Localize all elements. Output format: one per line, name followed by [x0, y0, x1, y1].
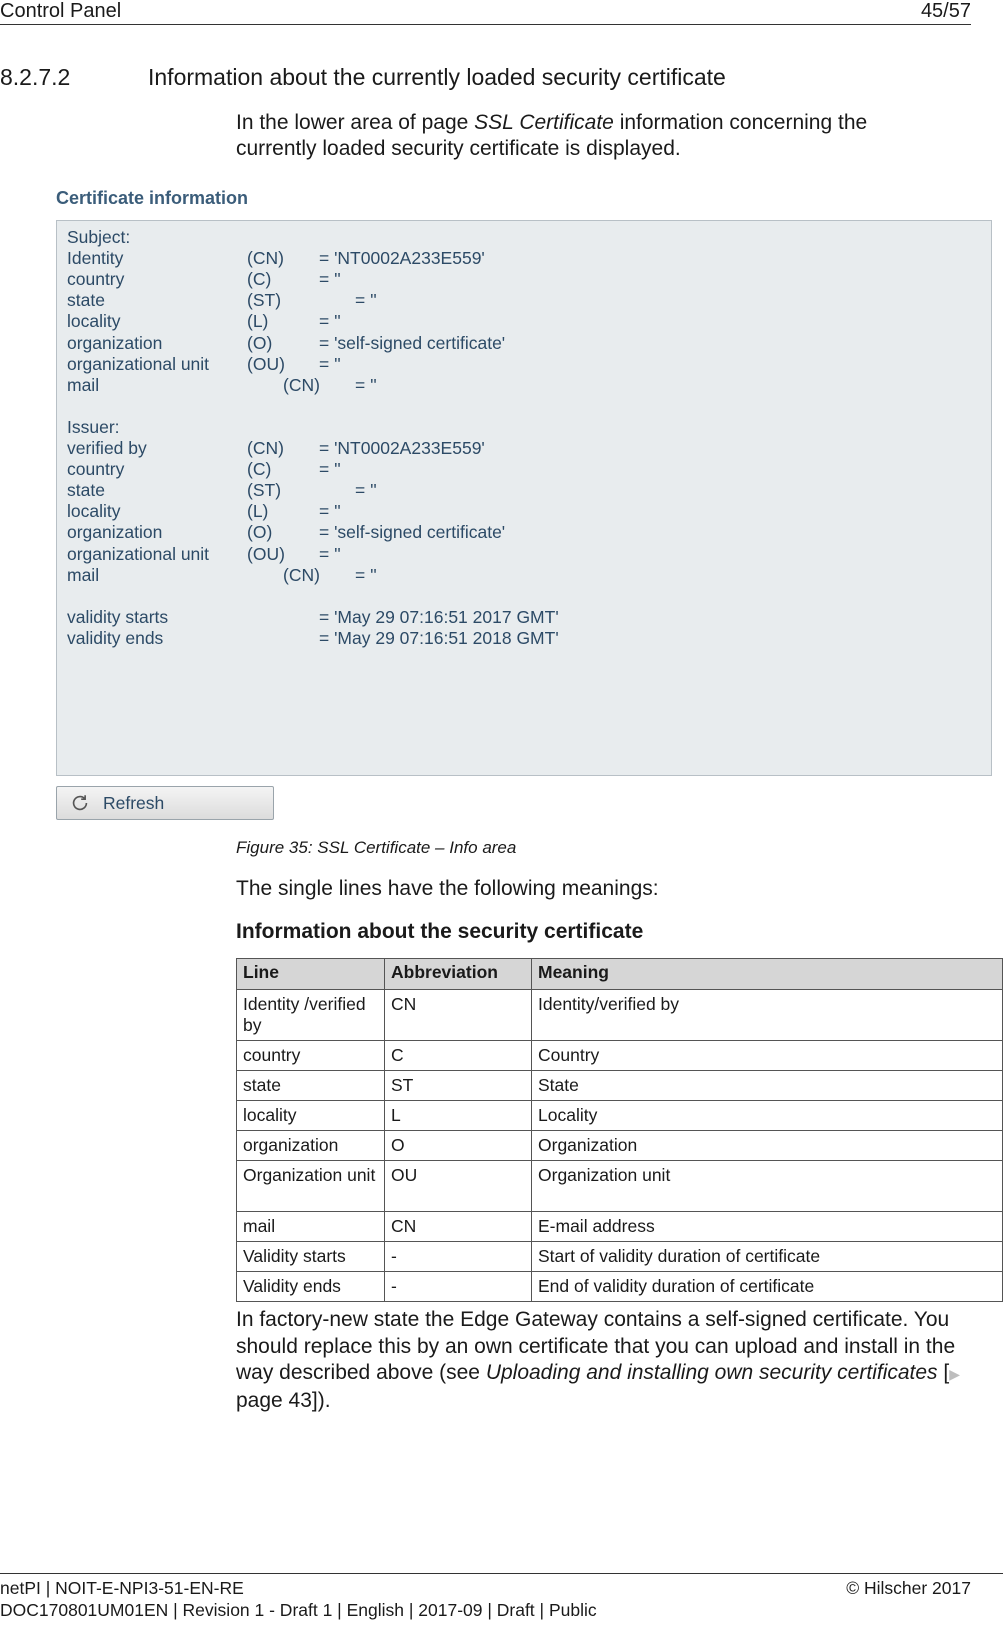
subject-field-abbr: (OU) [247, 353, 285, 374]
certificate-info-heading: Certificate information [56, 188, 249, 208]
issuer-field-name: verified by [67, 438, 147, 458]
table-row [237, 990, 1003, 1041]
issuer-field-abbr: (C) [247, 459, 272, 480]
cell-abbreviation: - [385, 1272, 532, 1302]
cell-abbreviation: L [385, 1101, 532, 1131]
subject-field-abbr: (ST) [247, 290, 282, 311]
subject-field-value: = '' [319, 269, 341, 290]
cell-meaning: Country [532, 1041, 1003, 1071]
issuer-field-abbr: (ST) [247, 480, 282, 501]
cell-line: Validity starts [237, 1242, 385, 1272]
cell-line: state [237, 1071, 385, 1101]
subject-field-abbr: (O) [247, 332, 273, 353]
subject-field-value: = '' [355, 290, 377, 311]
cell-line: Identity /verified by [237, 990, 385, 1041]
refresh-button-label: Refresh [103, 792, 165, 813]
table-row [237, 1272, 1003, 1302]
issuer-field-abbr: (CN) [247, 438, 284, 458]
certificate-info-table [236, 958, 1003, 1302]
table-row [237, 1161, 1003, 1212]
footer-divider [0, 1573, 1003, 1574]
subject-field-name: locality [67, 311, 121, 332]
table-row [237, 1071, 1003, 1101]
certificate-info-textarea[interactable] [56, 220, 992, 776]
subject-field-name: mail [67, 374, 100, 395]
table-row [237, 1131, 1003, 1161]
column-header-meaning: Meaning [532, 959, 1003, 990]
cross-reference-arrow-icon: ▶ [949, 1366, 961, 1382]
header-page-number: 45/57 [920, 0, 971, 22]
subject-field-name: Identity [67, 248, 124, 269]
table-row [237, 1242, 1003, 1272]
issuer-field-value: = '' [319, 501, 341, 522]
subject-field-value: = '' [355, 374, 377, 395]
cell-abbreviation: ST [385, 1071, 532, 1101]
cell-line: country [237, 1041, 385, 1071]
subject-field-value: = '' [319, 311, 341, 332]
footer-copyright: © Hilscher 2017 [846, 1578, 971, 1598]
issuer-field-abbr: (OU) [247, 543, 285, 564]
cell-meaning: Start of validity duration of certificate [532, 1242, 1003, 1272]
subject-label: Subject: [67, 227, 131, 247]
cell-line: Validity ends [237, 1272, 385, 1302]
cell-abbreviation: O [385, 1131, 532, 1161]
footer-document-id: netPI | NOIT-E-NPI3-51-EN-RE [0, 1578, 244, 1598]
column-header-abbreviation: Abbreviation [385, 959, 532, 990]
issuer-field-name: organization [67, 522, 163, 543]
validity-field-name: validity starts [67, 606, 169, 627]
cell-abbreviation: CN [385, 1212, 532, 1242]
figure-caption: Figure 35: SSL Certificate – Info area [236, 838, 517, 857]
subject-field-value: = '' [319, 353, 341, 374]
cell-meaning: Organization unit [532, 1161, 1003, 1212]
table-row [237, 1041, 1003, 1071]
cell-meaning: Locality [532, 1101, 1003, 1131]
table-header-row [237, 959, 1003, 990]
subject-field-abbr: (CN) [283, 374, 320, 395]
cell-abbreviation: C [385, 1041, 532, 1071]
cell-abbreviation: OU [385, 1161, 532, 1212]
footer-revision-info: DOC170801UM01EN | Revision 1 - Draft 1 | English | 2017-09 | Draft | Public [0, 1600, 597, 1620]
cell-line: Organization unit [237, 1161, 385, 1212]
subject-field-name: state [67, 290, 105, 311]
issuer-field-abbr: (L) [247, 501, 269, 522]
subject-field-abbr: (CN) [247, 248, 284, 269]
table-title: Information about the security certificate [236, 920, 644, 943]
cell-meaning: Identity/verified by [532, 990, 1003, 1041]
meanings-intro: The single lines have the following meanings: [236, 877, 659, 900]
subject-field-value: = 'self-signed certificate' [319, 332, 506, 353]
issuer-field-value: = '' [319, 543, 341, 564]
validity-field-name: validity ends [67, 627, 164, 648]
issuer-field-name: mail [67, 564, 100, 585]
subject-field-value: = 'NT0002A233E559' [319, 248, 485, 269]
validity-field-value: = 'May 29 07:16:51 2018 GMT' [319, 627, 559, 648]
validity-field-value: = 'May 29 07:16:51 2017 GMT' [319, 606, 559, 627]
cell-meaning: E-mail address [532, 1212, 1003, 1242]
subject-field-name: organization [67, 332, 163, 353]
issuer-field-name: country [67, 459, 125, 480]
closing-paragraph: In factory-new state the Edge Gateway contains a self-signed certificate. You should replace this by an own certificate that you can upload and install in the way described above (see Uploading and installing own security certificates [▶ page 43]). [236, 1308, 961, 1412]
cell-line: locality [237, 1101, 385, 1131]
table-row [237, 1101, 1003, 1131]
section-title: Information about the currently loaded security certificate [148, 64, 726, 90]
issuer-field-value: = 'NT0002A233E559' [319, 438, 485, 458]
refresh-button[interactable] [56, 786, 274, 820]
cell-abbreviation: CN [385, 990, 532, 1041]
cell-meaning: State [532, 1071, 1003, 1101]
cell-meaning: End of validity duration of certificate [532, 1272, 1003, 1302]
header-divider [0, 24, 971, 25]
table-row [237, 1212, 1003, 1242]
issuer-field-value: = 'self-signed certificate' [319, 522, 506, 543]
cell-abbreviation: - [385, 1242, 532, 1272]
subject-field-abbr: (C) [247, 269, 272, 290]
subject-field-name: organizational unit [67, 353, 210, 374]
issuer-field-value: = '' [355, 480, 377, 501]
issuer-field-name: organizational unit [67, 543, 210, 564]
issuer-field-value: = '' [355, 564, 377, 585]
cell-line: organization [237, 1131, 385, 1161]
subject-field-name: country [67, 269, 125, 290]
refresh-icon [69, 792, 91, 814]
issuer-field-value: = '' [319, 459, 341, 480]
column-header-line: Line [237, 959, 385, 990]
section-number: 8.2.7.2 [0, 64, 71, 90]
header-chapter: Control Panel [0, 0, 122, 22]
cell-meaning: Organization [532, 1131, 1003, 1161]
intro-paragraph: In the lower area of page SSL Certificate information concerning the currently loaded security certificate is displayed. [236, 111, 868, 160]
cell-line: mail [237, 1212, 385, 1242]
issuer-field-name: state [67, 480, 105, 501]
subject-field-abbr: (L) [247, 311, 269, 332]
issuer-field-name: locality [67, 501, 121, 522]
cross-reference-link[interactable]: Uploading and installing own security certificates [485, 1361, 938, 1384]
issuer-field-abbr: (O) [247, 522, 273, 543]
issuer-field-abbr: (CN) [283, 564, 320, 585]
issuer-label: Issuer: [67, 416, 120, 437]
